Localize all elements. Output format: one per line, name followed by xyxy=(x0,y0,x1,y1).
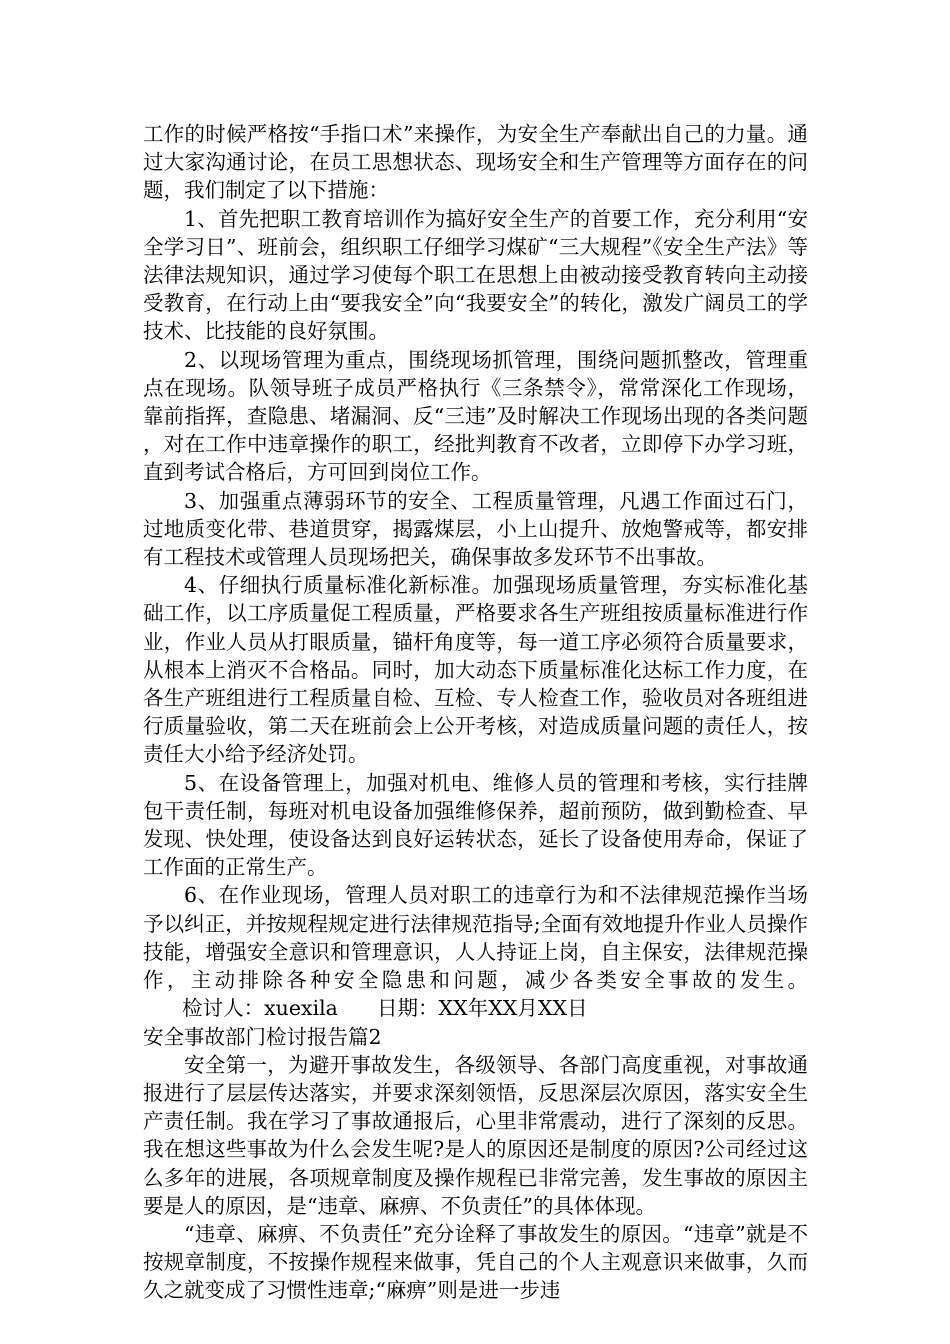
document-page xyxy=(143,120,808,1305)
section-2-paragraph-2: “违章、麻痹、不负责任”充分诠释了事故发生的原因。“违章”就是不按规章制度，不按操作规程来做事，凭自己的个人主观意识来做事，久而久之就变成了习惯性违章;“麻痹”则是进一步违 xyxy=(143,1221,808,1303)
reviewer-label: 检讨人： xyxy=(182,996,265,1021)
measure-paragraph-6 xyxy=(143,881,808,1022)
signature-line xyxy=(143,996,588,1020)
measure-paragraph-4: 4、仔细执行质量标准化新标准。加强现场质量管理，夯实标准化基础工作，以工序质量促工程质量，严格要求各生产班组按质量标准进行作业，作业人员从打眼质量，锚杆角度等，每一道工序必须符合质量要求，从根本上消灭不合格品。同时，加大动态下质量标准化达标工作力度，在各生产班组进行工程质量自检、互检、专人检查工作，验收员对各班组进行质量验收，第二天在班前会上公开考核，对造成质量问题的责任人，按责任大小给予经济处罚。 xyxy=(143,573,808,767)
date-label: 日期： xyxy=(377,996,439,1021)
intro-paragraph: 工作的时候严格按“手指口术”来操作，为安全生产奉献出自己的力量。通过大家沟通讨论，在员工思想状态、现场安全和生产管理等方面存在的问题，我们制定了以下措施： xyxy=(143,122,808,203)
section-2-title: 安全事故部门检讨报告篇2 xyxy=(143,1024,382,1049)
date-value: XX年XX月XX日 xyxy=(438,996,588,1021)
section-2-paragraph-1: 安全第一，为避开事故发生，各级领导、各部门高度重视，对事故通报进行了层层传达落实，并要求深刻领悟，反思深层次原因，落实安全生产责任制。我在学习了事故通报后，心里非常震动，进行了深刻的反思。我在想这些事故为什么会发生呢?是人的原因还是制度的原因?公司经过这么多年的进展，各项规章制度及操作规程已非常完善，发生事故的原因主要是人的原因，是“违章、麻痹、不负责任”的具体体现。 xyxy=(143,1052,808,1218)
measure-paragraph-5: 5、在设备管理上，加强对机电、维修人员的管理和考核，实行挂牌包干责任制，每班对机电设备加强维修保养，超前预防，做到勤检查、早发现、快处理，使设备达到良好运转状态，延长了设备使用寿命，保证了工作面的正常生产。 xyxy=(143,770,808,880)
measure-paragraph-2: 2、以现场管理为重点，围绕现场抓管理，围绕问题抓整改，管理重点在现场。队领导班子成员严格执行《三条禁令》，常常深化工作现场，靠前指挥，查隐患、堵漏洞、反“三违”及时解决工作现场出现的各类问题，对在工作中违章操作的职工，经批判教育不改者，立即停下办学习班，直到考试合格后，方可回到岗位工作。 xyxy=(143,347,808,485)
reviewer-name: xuexila xyxy=(264,996,338,1021)
measure-6-text: 6、在作业现场，管理人员对职工的违章行为和不法律规范操作当场予以纠正，并按规程规定进行法律规范指导;全面有效地提升作业人员操作技能，增强安全意识和管理意识，人人持证上岗，自主保安，法律规范操作，主动排除各种安全隐患和问题，减少各类安全事故的发生。 xyxy=(143,883,808,993)
measure-paragraph-1: 1、首先把职工教育培训作为搞好安全生产的首要工作，充分利用“安全学习日”、班前会，组织职工仔细学习煤矿“三大规程”《安全生产法》等法律法规知识，通过学习使每个职工在思想上由被动接受教育转向主动接受教育，在行动上由“要我安全”向“我要安全”的转化，激发广阔员工的学技术、比技能的良好氛围。 xyxy=(143,206,808,344)
measure-paragraph-3: 3、加强重点薄弱环节的安全、工程质量管理，凡遇工作面过石门，过地质变化带、巷道贯穿，揭露煤层，小上山提升、放炮警戒等，都安排有工程技术或管理人员现场把关，确保事故多发环节不出事故。 xyxy=(143,488,808,570)
